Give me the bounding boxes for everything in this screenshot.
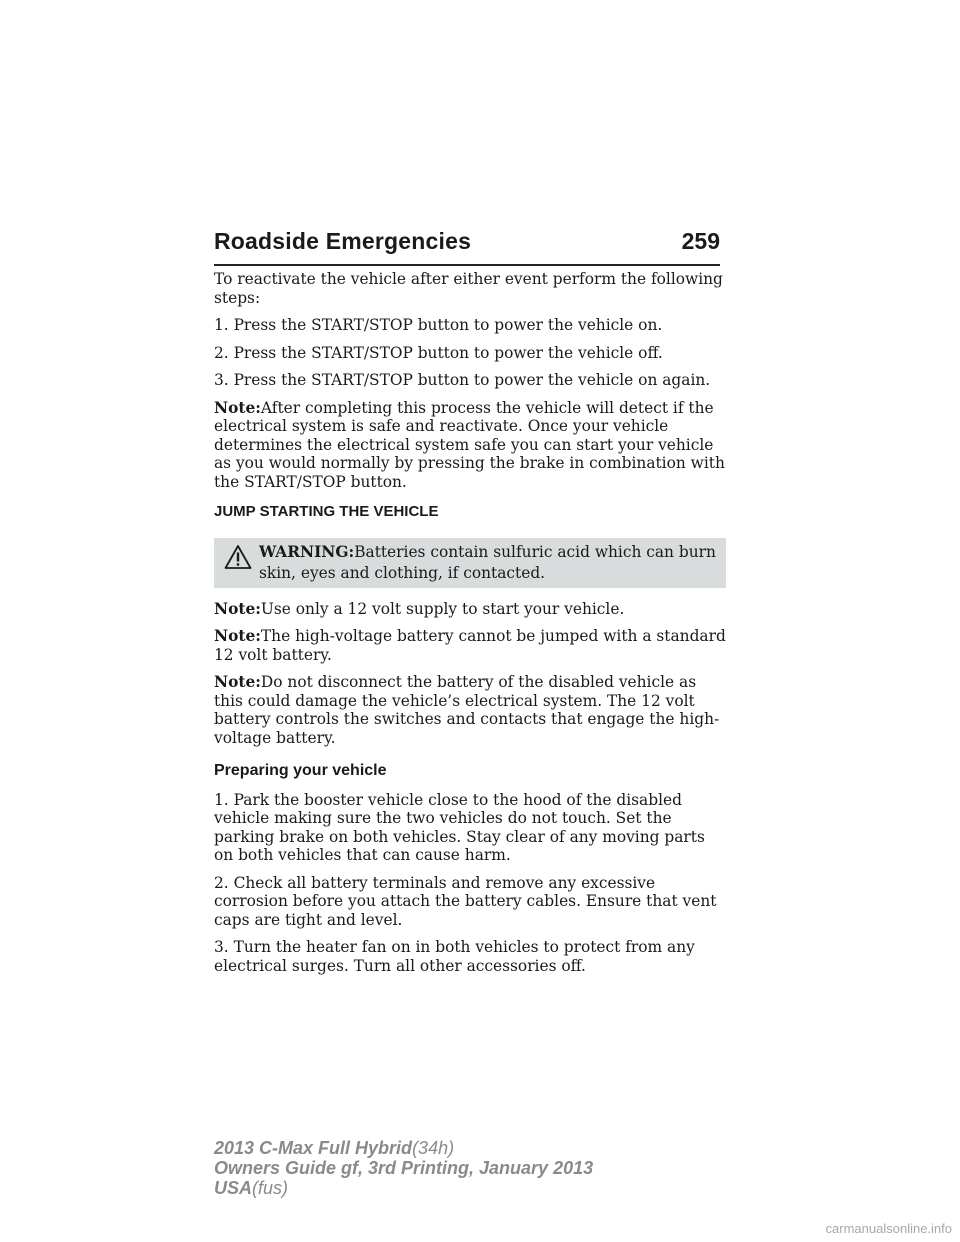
intro-paragraph: To reactivate the vehicle after either event perform the following steps: (214, 270, 723, 307)
reactivate-step-1: 1. Press the START/STOP button to power the vehicle on. (214, 316, 663, 334)
page-number: 259 (681, 228, 720, 254)
warning-label: WARNING: (259, 542, 355, 561)
preparing-step-2: 2. Check all battery terminals and remove any excessive corrosion before you attach the battery cables. Ensure that vent caps are tight and level. (214, 873, 717, 929)
preparing-heading: Preparing your vehicle (214, 762, 387, 779)
jump-note-2 (214, 627, 726, 664)
reactivate-step-2: 2. Press the START/STOP button to power the vehicle off. (214, 343, 663, 362)
footer-model: 2013 C-Max Full Hybrid (214, 1138, 413, 1158)
jump-note-3 (214, 673, 726, 747)
page-content (214, 270, 726, 984)
footer-market-line (214, 1178, 593, 1198)
note-text: After completing this process the vehicle will detect if the electrical system is safe and reactivate. Once your vehicle determines the electrical system safe you can start your vehicle as you would normally by pressing the brake in combination with the START/STOP button. (214, 398, 725, 491)
note-label: Note: (214, 673, 261, 691)
reactivate-note (214, 399, 726, 492)
jump-starting-heading: JUMP STARTING THE VEHICLE (214, 503, 439, 520)
warning-triangle-icon (224, 544, 252, 570)
reactivate-step-3: 3. Press the START/STOP button to power the vehicle on again. (214, 371, 711, 389)
jump-note-1 (214, 600, 726, 619)
warning-body: Batteries contain sulfuric acid which can burn skin, eyes and clothing, if contacted. (259, 542, 716, 582)
footer-market: USA (214, 1178, 253, 1198)
preparing-step-3: 3. Turn the heater fan on in both vehicles to protect from any electrical surges. Turn all other accessories off. (214, 938, 695, 975)
warning-text (259, 542, 716, 584)
footer-model-line (214, 1138, 593, 1158)
note-text: Use only a 12 volt supply to start your vehicle. (260, 599, 625, 618)
footer-guide: Owners Guide gf, 3rd Printing, January 2013 (214, 1158, 594, 1178)
footer-market-code: (fus) (252, 1178, 289, 1198)
note-label: Note: (214, 627, 261, 645)
section-title: Roadside Emergencies (214, 228, 472, 254)
preparing-step-1: 1. Park the booster vehicle close to the hood of the disabled vehicle making sure the two vehicles do not touch. Set the parking brake on both vehicles. Stay clear of any moving parts on both vehicles that can cause harm. (214, 790, 705, 864)
note-text: Do not disconnect the battery of the disabled vehicle as this could damage the vehicle’s electrical system. The 12 volt battery controls the switches and contacts that engage the high-voltage battery. (214, 673, 720, 747)
warning-box (214, 538, 726, 588)
watermark: carmanualsonline.info (825, 1221, 952, 1236)
footer-model-code: (34h) (412, 1138, 455, 1158)
note-label: Note: (214, 398, 261, 417)
print-footer (214, 1138, 593, 1198)
page-header (214, 226, 720, 266)
note-label: Note: (214, 599, 261, 618)
note-text: The high-voltage battery cannot be jumped with a standard 12 volt battery. (214, 627, 726, 664)
